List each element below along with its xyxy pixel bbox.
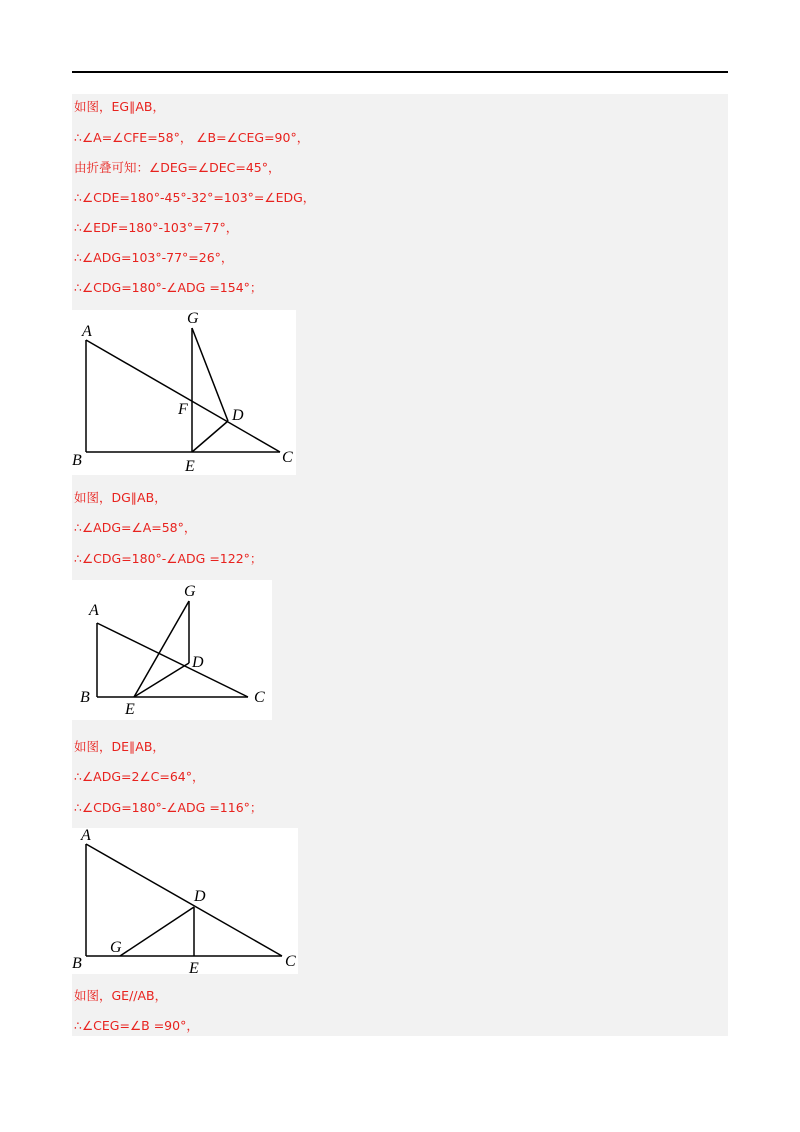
figure-3-svg xyxy=(72,828,298,974)
figure-2-svg xyxy=(72,580,272,720)
geometry-figure-1 xyxy=(72,310,296,475)
figure-3-label-e: E xyxy=(189,960,199,974)
figure-3-label-g: G xyxy=(110,939,122,956)
text-line-10: ∴∠CDG=180°-∠ADG =122°； xyxy=(74,551,263,566)
text-line-14: 如图，GE//AB， xyxy=(74,988,168,1003)
figure-3-label-a: A xyxy=(81,828,91,844)
figure-1-label-g: G xyxy=(187,310,199,327)
figure-2-label-e: E xyxy=(125,701,135,718)
figure-1-label-c: C xyxy=(282,449,293,466)
text-line-2: ∴∠A=∠CFE=58°， ∠B=∠CEG=90°， xyxy=(74,130,310,145)
figure-2-label-g: G xyxy=(184,583,196,600)
figure-2-label-a: A xyxy=(89,602,99,619)
figure-1-label-f: F xyxy=(178,401,188,418)
figure-1-label-b: B xyxy=(72,452,82,469)
figure-2-label-c: C xyxy=(254,689,265,706)
figure-1-label-d: D xyxy=(232,407,244,424)
figure-3-label-c: C xyxy=(285,953,296,970)
text-line-7: ∴∠CDG=180°-∠ADG =154°； xyxy=(74,280,263,295)
text-line-11: 如图，DE∥AB， xyxy=(74,739,165,754)
text-line-15: ∴∠CEG=∠B =90°， xyxy=(74,1018,199,1033)
text-line-3: 由折叠可知：∠DEG=∠DEC=45°， xyxy=(74,160,281,175)
text-line-8: 如图，DG∥AB， xyxy=(74,490,167,505)
header-rule xyxy=(72,71,728,73)
text-line-12: ∴∠ADG=2∠C=64°， xyxy=(74,769,205,784)
figure-1-label-a: A xyxy=(82,323,92,340)
text-line-13: ∴∠CDG=180°-∠ADG =116°； xyxy=(74,800,263,815)
geometry-figure-3 xyxy=(72,828,298,974)
figure-1-svg xyxy=(72,310,296,475)
text-line-9: ∴∠ADG=∠A=58°， xyxy=(74,520,197,535)
figure-3-label-d: D xyxy=(194,888,206,905)
text-line-4: ∴∠CDE=180°-45°-32°=103°=∠EDG， xyxy=(74,190,316,205)
figure-2-label-b: B xyxy=(80,689,90,706)
text-line-6: ∴∠ADG=103°-77°=26°， xyxy=(74,250,234,265)
text-line-1: 如图，EG∥AB， xyxy=(74,99,165,114)
text-line-5: ∴∠EDF=180°-103°=77°， xyxy=(74,220,239,235)
figure-3-label-b: B xyxy=(72,955,82,972)
figure-1-label-e: E xyxy=(185,458,195,475)
geometry-figure-2 xyxy=(72,580,272,720)
figure-2-label-d: D xyxy=(192,654,204,671)
